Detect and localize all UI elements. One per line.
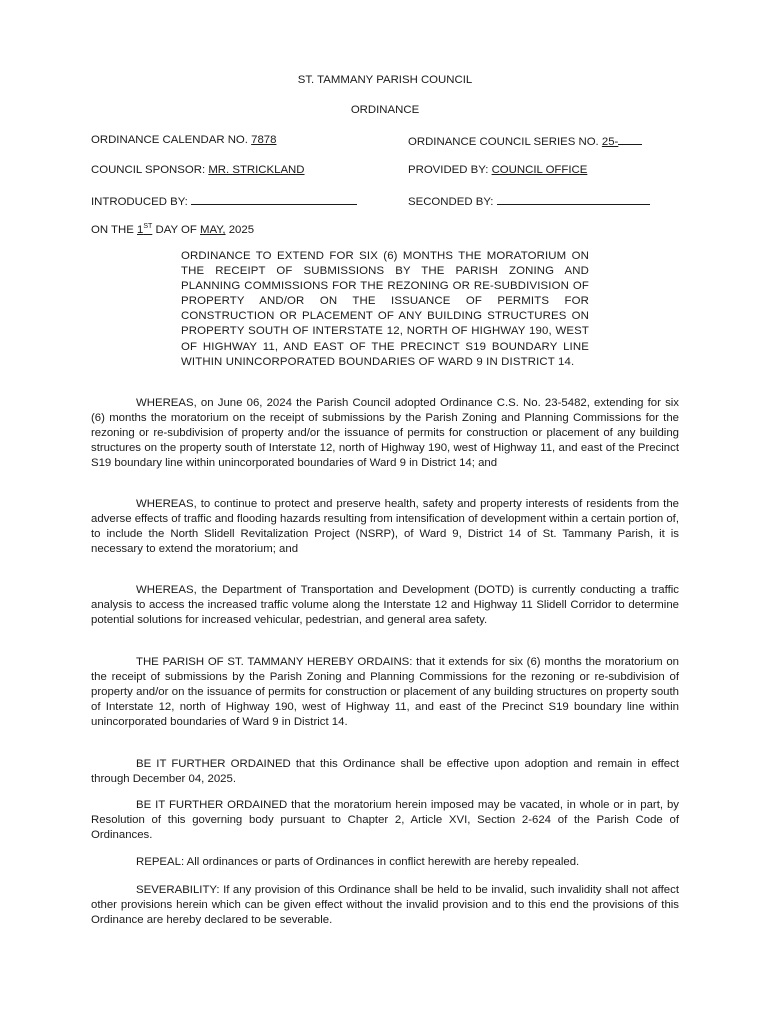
seconded-label: SECONDED BY: (408, 196, 494, 208)
series-number: 25- (602, 136, 642, 148)
series-label: ORDINANCE COUNCIL SERIES NO. (408, 136, 599, 148)
document-type-heading: ORDINANCE (350, 104, 420, 116)
provided-label: PROVIDED BY: (408, 164, 489, 176)
day-number: 1ST (137, 223, 153, 236)
introduction-date: ON THE 1ST DAY OF MAY, 2025 (91, 223, 255, 236)
ordinance-title: ORDINANCE TO EXTEND FOR SIX (6) MONTHS THE MORATORIUM ON THE RECEIPT OF SUBMISSIONS BY THE PARISH ZONING AND PLANNING COMMISSIONS FOR THE REZONING OR RE-SUBDIVISION OF PROPERTY AND/OR ON THE ISSUANCE OF PERMITS FOR CONSTRUCTION OR PLACEMENT OF ANY BUILDING STRUCTURES ON PROPERTY SOUTH OF INTERSTATE 12, NORTH OF HIGHWAY 190, WEST OF HIGHWAY 11, AND EAST OF THE PRECINCT S19 BOUNDARY LINE WITHIN UNINCORPORATED BOUNDARIES OF WARD 9 IN DISTRICT 14. (181, 250, 589, 368)
council-name-heading: ST. TAMMANY PARISH COUNCIL (297, 74, 473, 86)
whereas-paragraph-2: WHEREAS, to continue to protect and preserve health, safety and property interests of residents from the adverse effects of traffic and flooding hazards resulting from intensification of development within a certain portion of, to include the North Slidell Revitalization Project (NSRP), of Ward 9, District 14 of St. Tammany Parish, it is necessary to extend the moratorium; and (91, 498, 679, 556)
seconded-by-blank (497, 193, 650, 205)
series-number-row (408, 133, 642, 150)
month: MAY, (200, 224, 226, 236)
repeal-paragraph: REPEAL: All ordinances or parts of Ordinances in conflict herewith are hereby repealed. (136, 856, 580, 868)
sponsor-label: COUNCIL SPONSOR: (91, 164, 206, 176)
calendar-label: ORDINANCE CALENDAR NO. (91, 134, 248, 146)
introduced-by-blank (191, 193, 357, 205)
whereas-paragraph-1: WHEREAS, on June 06, 2024 the Parish Council adopted Ordinance C.S. No. 23-5482, extending for six (6) months the moratorium on the receipt of submissions by the Parish Zoning and Planning Commissions for the rezoning or re-subdivision of property and/or the issuance of permits for construction or placement of any building structures on the property south of Interstate 12, north of Highway 190, west of Highway 11, and east of the Precinct S19 boundary line within unincorporated boundaries of Ward 9 in District 14; and (91, 397, 679, 470)
introduced-label: INTRODUCED BY: (91, 196, 188, 208)
sponsor-name: MR. STRICKLAND (208, 164, 305, 176)
ordains-paragraph: THE PARISH OF ST. TAMMANY HEREBY ORDAINS: that it extends for six (6) months the moratorium on the receipt of submissions by the Parish Zoning and Planning Commissions for the rezoning or re-subdivision of property and/or on the issuance of permits for construction or placement of any building structures on property south of Interstate 12, north of Highway 190, west of Highway 11, and east of the Precinct S19 boundary line within unincorporated boundaries of Ward 9 in District 14. (91, 656, 679, 729)
severability-paragraph: SEVERABILITY: If any provision of this Ordinance shall be held to be invalid, such invalidity shall not affect other provisions herein which can be given effect without the invalid provision and to this end the provisions of this Ordinance are hereby declared to be severable. (91, 884, 679, 927)
calendar-number: 7878 (251, 134, 277, 146)
introduced-by-row (91, 193, 357, 210)
vacation-paragraph: BE IT FURTHER ORDAINED that the moratorium herein imposed may be vacated, in whole or in part, by Resolution of this governing body pursuant to Chapter 2, Article XVI, Section 2-624 of the Parish Code of Ordinances. (91, 799, 679, 842)
effective-date-paragraph: BE IT FURTHER ORDAINED that this Ordinance shall be effective upon adoption and remain in effect through December 04, 2025. (91, 758, 679, 786)
provided-by-row (408, 163, 587, 178)
provided-by: COUNCIL OFFICE (491, 164, 588, 176)
seconded-by-row (408, 193, 650, 210)
sponsor-row (91, 163, 305, 178)
year: 2025 (228, 224, 255, 236)
calendar-number-row (91, 133, 276, 148)
whereas-paragraph-3: WHEREAS, the Department of Transportation and Development (DOTD) is currently conducting a traffic analysis to access the increased traffic volume along the Interstate 12 and Highway 11 Slidell Corridor to determine potential solutions for increased vehicular, pedestrian, and general area safety. (91, 584, 679, 627)
